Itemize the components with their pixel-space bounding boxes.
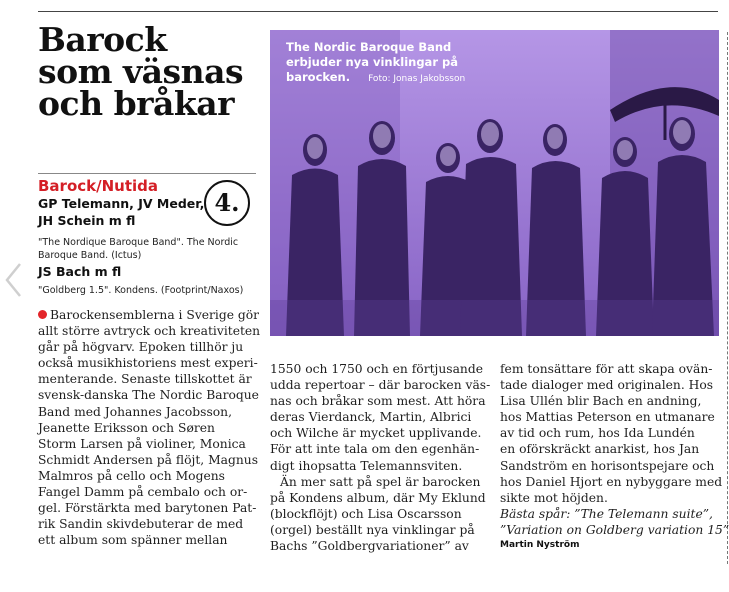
body-column-1 [38,307,263,548]
photo-caption-text: barocken. [286,70,351,84]
body-line: menterande. Senaste tillskottet är [38,372,252,387]
body-line: Jeanette Eriksson och Søren [38,420,215,435]
body-line: Schmidt Andersen på flöjt, Magnus [38,452,259,467]
body-line: Än mer satt på spel är barocken [280,474,481,489]
body-line: allt större avtryck och kreativiteten [38,324,261,339]
body-line: hos Mattias Peterson en utmanare [500,410,715,425]
body-line: digt ihopsatta Telemannsviten. [270,458,463,473]
album1-details [38,236,253,262]
body-line: Storm Larsen på violiner, Monica [38,436,246,451]
photo-caption-line: The Nordic Baroque Band [286,40,452,54]
best-tracks: ”Variation on Goldberg variation 15” [500,522,729,537]
headline [38,20,263,123]
body-line: 1550 och 1750 och en förtjusande [270,362,483,376]
body-line: sikte mot höjden. [500,490,608,505]
best-tracks: Bästa spår: ”The Telemann suite”, [500,506,713,521]
album1-details-line: "The Nordique Baroque Band". The Nordic [38,237,239,248]
body-line: av tid och rum, hos Ida Lundén [500,426,695,441]
body-line: udda repertoar – där barocken väs- [270,378,491,393]
body-line: hos Daniel Hjort en nybyggare med [500,474,723,489]
body-line: och Wilche är mycket upplivande. [270,426,482,441]
album1-composers-line: GP Telemann, JV Meder, [38,196,205,211]
top-rule [38,11,718,12]
album1-details-line: Baroque Band. (Ictus) [38,250,142,261]
body-column-3 [500,361,729,552]
album2-details-line: "Goldberg 1.5". Kondens. (Footprint/Naxos) [38,285,244,296]
body-line: Band med Johannes Jacobsson, [38,404,232,419]
chevron-left-icon[interactable] [4,262,24,298]
body-line: också musikhistoriens mest experi- [38,356,258,371]
album1-composers [38,195,206,229]
body-line: tade dialoger med originalen. Hos [500,378,714,393]
headline-line: Barock [38,20,167,59]
body-line: ett album som spänner mellan [38,533,228,548]
body-line: Sandström en horisontspejare och [500,458,715,473]
body-line: deras Vierdanck, Martin, Albrici [270,410,472,425]
byline: Martin Nyström [500,540,580,551]
photo-caption-line [286,70,516,87]
rating-badge: 4. [204,180,250,226]
album1-composers-line: JH Schein m fl [38,213,136,228]
review-category: Barock/Nutida [38,177,159,195]
body-column-2 [270,361,495,554]
album2-composers: JS Bach m fl [38,264,122,279]
body-line-text: Barockensemblerna i Sverige gör [50,308,260,322]
album2-details [38,284,253,297]
body-line: (blockflöjt) och Lisa Oscarsson [270,506,462,521]
review-divider [38,173,256,174]
headline-line: och bråkar [38,84,235,123]
body-line: Malmros på cello och Mogens [38,468,225,483]
headline-line: som väsnas [38,52,244,91]
body-line: en oförskräckt anarkist, hos Jan [500,442,700,457]
body-line: rik Sandin skivdebuterar de med [38,517,244,532]
body-line: nas och bråkar som mest. Att höra [270,394,486,409]
photo-caption [286,40,516,87]
body-line: Fangel Damm på cembalo och or- [38,485,248,500]
body-line: fem tonsättare för att skapa ovän- [500,362,713,376]
photo-credit: Foto: Jonas Jakobsson [368,74,466,84]
body-line: på Kondens album, där My Eklund [270,490,486,505]
body-line [38,307,263,323]
body-line: För att inte tala om den egenhän- [270,442,480,457]
body-line: Bachs ”Goldbergvariationer” av [270,539,469,554]
photo-caption-line: erbjuder nya vinklingar på [286,55,458,69]
bullet-dot-icon [38,310,47,319]
body-line: (orgel) beställt nya vinklingar på [270,522,475,537]
body-line: gel. Förstärkta med barytonen Pat- [38,501,257,516]
body-line: Lisa Ullén blir Bach en andning, [500,394,702,409]
body-line: svensk-danska The Nordic Baroque [38,388,259,403]
body-line: går på högvarv. Epoken tillhör ju [38,340,244,355]
